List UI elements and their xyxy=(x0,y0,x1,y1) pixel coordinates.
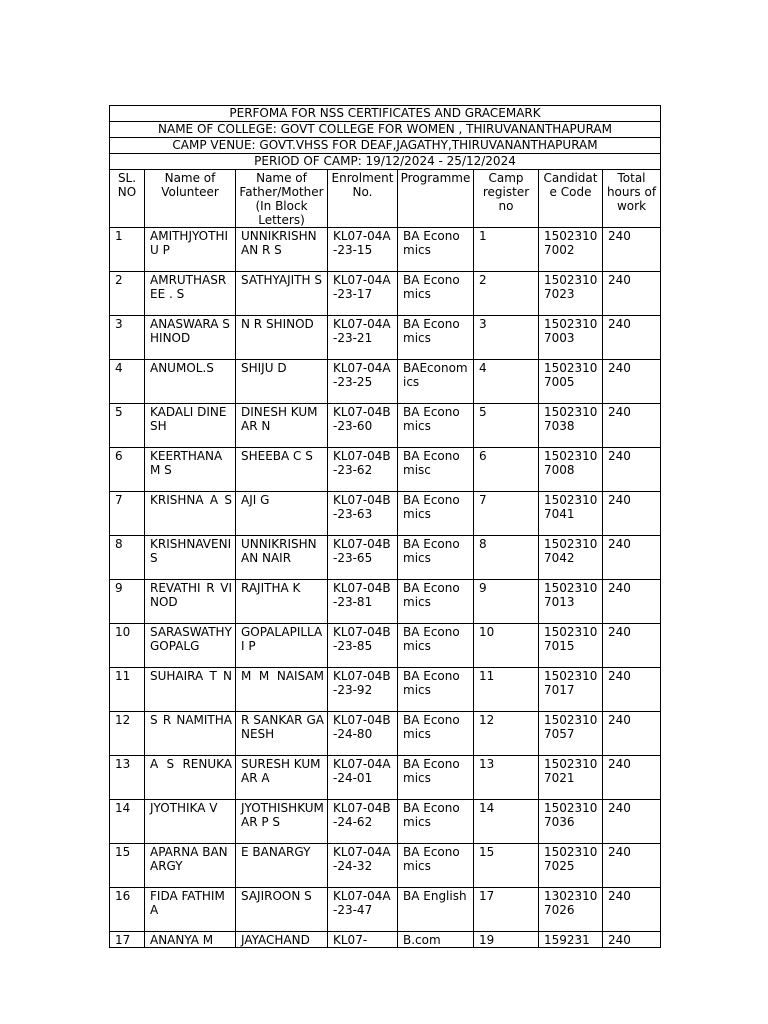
table-row xyxy=(110,492,661,536)
column-header-enrolment-no: Enrolment No. xyxy=(328,170,398,228)
sl-no-cell: 12 xyxy=(110,712,145,756)
camp-register-no-cell: 9 xyxy=(474,580,539,624)
programme-cell: BAEconomics xyxy=(398,360,474,404)
candidate-code-cell: 15023107041 xyxy=(539,492,603,536)
college-name: NAME OF COLLEGE: GOVT COLLEGE FOR WOMEN , THIRUVANANTHAPURAM xyxy=(110,122,661,138)
total-hours-cell: 240 xyxy=(603,712,661,756)
parent-name-cell: N R SHINOD xyxy=(236,316,328,360)
volunteer-name-cell: KRISHNA A S xyxy=(145,492,236,536)
sl-no-cell: 13 xyxy=(110,756,145,800)
enrolment-no-cell: KL07-04A-23-47 xyxy=(328,888,398,932)
candidate-code-cell: 15023107023 xyxy=(539,272,603,316)
programme-cell: BA English xyxy=(398,888,474,932)
total-hours-cell: 240 xyxy=(603,536,661,580)
enrolment-no-cell: KL07-04B-23-62 xyxy=(328,448,398,492)
total-hours-cell: 240 xyxy=(603,448,661,492)
candidate-code-cell: 13023107026 xyxy=(539,888,603,932)
table-row xyxy=(110,888,661,932)
sl-no-cell: 14 xyxy=(110,800,145,844)
total-hours-cell: 240 xyxy=(603,932,661,948)
volunteer-name-cell: KEERTHANA M S xyxy=(145,448,236,492)
programme-cell: BA Economics xyxy=(398,316,474,360)
column-header-row xyxy=(110,170,661,228)
table-row xyxy=(110,844,661,888)
candidate-code-cell: 15023107036 xyxy=(539,800,603,844)
programme-cell: BA Economics xyxy=(398,228,474,272)
enrolment-no-cell: KL07-04A-24-32 xyxy=(328,844,398,888)
camp-register-no-cell: 17 xyxy=(474,888,539,932)
camp-register-no-cell: 6 xyxy=(474,448,539,492)
table-row xyxy=(110,712,661,756)
programme-cell: BA Economics xyxy=(398,272,474,316)
programme-cell: BA Economics xyxy=(398,580,474,624)
parent-name-cell: R SANKAR GANESH xyxy=(236,712,328,756)
sl-no-cell: 7 xyxy=(110,492,145,536)
table-row xyxy=(110,668,661,712)
table-row xyxy=(110,272,661,316)
enrolment-no-cell: KL07-04B-23-60 xyxy=(328,404,398,448)
programme-cell: BA Economics xyxy=(398,536,474,580)
candidate-code-cell: 15023107021 xyxy=(539,756,603,800)
sl-no-cell: 2 xyxy=(110,272,145,316)
enrolment-no-cell: KL07-04B-23-81 xyxy=(328,580,398,624)
total-hours-cell: 240 xyxy=(603,756,661,800)
parent-name-cell: E BANARGY xyxy=(236,844,328,888)
camp-venue: CAMP VENUE: GOVT.VHSS FOR DEAF,JAGATHY,THIRUVANANTHAPURAM xyxy=(110,138,661,154)
candidate-code-cell: 15023107013 xyxy=(539,580,603,624)
volunteer-name-cell: KADALI DINESH xyxy=(145,404,236,448)
candidate-code-cell: 15023107005 xyxy=(539,360,603,404)
table-row xyxy=(110,932,661,948)
camp-register-no-cell: 5 xyxy=(474,404,539,448)
total-hours-cell: 240 xyxy=(603,316,661,360)
candidate-code-cell: 15023107003 xyxy=(539,316,603,360)
parent-name-cell: SHEEBA C S xyxy=(236,448,328,492)
programme-cell: BA Economisc xyxy=(398,448,474,492)
enrolment-no-cell: KL07-04B-23-92 xyxy=(328,668,398,712)
parent-name-cell: RAJITHA K xyxy=(236,580,328,624)
table-row xyxy=(110,448,661,492)
table-row xyxy=(110,404,661,448)
enrolment-no-cell: KL07-04A-23-15 xyxy=(328,228,398,272)
volunteer-name-cell: A S RENUKA xyxy=(145,756,236,800)
certificate-proforma-sheet xyxy=(109,105,660,948)
candidate-code-cell: 159231 xyxy=(539,932,603,948)
candidate-code-cell: 15023107057 xyxy=(539,712,603,756)
parent-name-cell: SAJIROON S xyxy=(236,888,328,932)
sl-no-cell: 11 xyxy=(110,668,145,712)
total-hours-cell: 240 xyxy=(603,492,661,536)
total-hours-cell: 240 xyxy=(603,624,661,668)
volunteer-name-cell: KRISHNAVENI S xyxy=(145,536,236,580)
camp-period: PERIOD OF CAMP: 19/12/2024 - 25/12/2024 xyxy=(110,154,661,170)
sl-no-cell: 3 xyxy=(110,316,145,360)
proforma-title: PERFOMA FOR NSS CERTIFICATES AND GRACEMARK xyxy=(110,106,661,122)
candidate-code-cell: 15023107038 xyxy=(539,404,603,448)
camp-register-no-cell: 4 xyxy=(474,360,539,404)
sl-no-cell: 1 xyxy=(110,228,145,272)
candidate-code-cell: 15023107015 xyxy=(539,624,603,668)
total-hours-cell: 240 xyxy=(603,844,661,888)
table-row xyxy=(110,316,661,360)
parent-name-cell: GOPALAPILLAI P xyxy=(236,624,328,668)
volunteer-name-cell: AMRUTHASREE . S xyxy=(145,272,236,316)
programme-cell: BA Economics xyxy=(398,492,474,536)
parent-name-cell: UNNIKRISHNAN R S xyxy=(236,228,328,272)
table-row xyxy=(110,624,661,668)
parent-name-cell: JAYACHAND xyxy=(236,932,328,948)
candidate-code-cell: 15023107008 xyxy=(539,448,603,492)
volunteer-name-cell: REVATHI R VINOD xyxy=(145,580,236,624)
enrolment-no-cell: KL07-04A-24-01 xyxy=(328,756,398,800)
volunteer-name-cell: ANANYA M xyxy=(145,932,236,948)
sl-no-cell: 10 xyxy=(110,624,145,668)
sl-no-cell: 6 xyxy=(110,448,145,492)
camp-register-no-cell: 2 xyxy=(474,272,539,316)
candidate-code-cell: 15023107042 xyxy=(539,536,603,580)
column-header-sl-no: SL. NO xyxy=(110,170,145,228)
column-header-volunteer-name: Name of Volunteer xyxy=(145,170,236,228)
enrolment-no-cell: KL07-04B-23-85 xyxy=(328,624,398,668)
camp-register-no-cell: 3 xyxy=(474,316,539,360)
camp-register-no-cell: 14 xyxy=(474,800,539,844)
enrolment-no-cell: KL07-04B-24-62 xyxy=(328,800,398,844)
candidate-code-cell: 15023107025 xyxy=(539,844,603,888)
table-row xyxy=(110,800,661,844)
volunteer-name-cell: APARNA BANARGY xyxy=(145,844,236,888)
total-hours-cell: 240 xyxy=(603,800,661,844)
table-row xyxy=(110,228,661,272)
candidate-code-cell: 15023107002 xyxy=(539,228,603,272)
table-row xyxy=(110,536,661,580)
enrolment-no-cell: KL07- xyxy=(328,932,398,948)
camp-register-no-cell: 8 xyxy=(474,536,539,580)
parent-name-cell: AJI G xyxy=(236,492,328,536)
camp-register-no-cell: 11 xyxy=(474,668,539,712)
enrolment-no-cell: KL07-04B-23-63 xyxy=(328,492,398,536)
camp-register-no-cell: 19 xyxy=(474,932,539,948)
sl-no-cell: 4 xyxy=(110,360,145,404)
total-hours-cell: 240 xyxy=(603,360,661,404)
volunteer-table xyxy=(109,105,661,948)
parent-name-cell: JYOTHISHKUMAR P S xyxy=(236,800,328,844)
column-header-camp-register-no: Camp register no xyxy=(474,170,539,228)
volunteer-name-cell: AMITHJYOTHI U P xyxy=(145,228,236,272)
total-hours-cell: 240 xyxy=(603,228,661,272)
column-header-candidate-code: Candidate Code xyxy=(539,170,603,228)
volunteer-name-cell: SUHAIRA T N xyxy=(145,668,236,712)
enrolment-no-cell: KL07-04B-23-65 xyxy=(328,536,398,580)
programme-cell: BA Economics xyxy=(398,624,474,668)
enrolment-no-cell: KL07-04A-23-21 xyxy=(328,316,398,360)
sl-no-cell: 8 xyxy=(110,536,145,580)
column-header-parent-name: Name of Father/Mother (In Block Letters) xyxy=(236,170,328,228)
camp-register-no-cell: 1 xyxy=(474,228,539,272)
programme-cell: B.com xyxy=(398,932,474,948)
total-hours-cell: 240 xyxy=(603,888,661,932)
parent-name-cell: SURESH KUMAR A xyxy=(236,756,328,800)
volunteer-name-cell: JYOTHIKA V xyxy=(145,800,236,844)
volunteer-name-cell: ANUMOL.S xyxy=(145,360,236,404)
parent-name-cell: UNNIKRISHNAN NAIR xyxy=(236,536,328,580)
programme-cell: BA Economics xyxy=(398,712,474,756)
sl-no-cell: 5 xyxy=(110,404,145,448)
parent-name-cell: M M NAISAM xyxy=(236,668,328,712)
volunteer-name-cell: S R NAMITHA xyxy=(145,712,236,756)
volunteer-name-cell: ANASWARA SHINOD xyxy=(145,316,236,360)
programme-cell: BA Economics xyxy=(398,404,474,448)
total-hours-cell: 240 xyxy=(603,404,661,448)
camp-register-no-cell: 10 xyxy=(474,624,539,668)
total-hours-cell: 240 xyxy=(603,272,661,316)
programme-cell: BA Economics xyxy=(398,756,474,800)
camp-register-no-cell: 15 xyxy=(474,844,539,888)
table-row xyxy=(110,756,661,800)
volunteer-name-cell: FIDA FATHIMA xyxy=(145,888,236,932)
enrolment-no-cell: KL07-04A-23-17 xyxy=(328,272,398,316)
enrolment-no-cell: KL07-04A-23-25 xyxy=(328,360,398,404)
parent-name-cell: DINESH KUMAR N xyxy=(236,404,328,448)
programme-cell: BA Economics xyxy=(398,800,474,844)
total-hours-cell: 240 xyxy=(603,668,661,712)
total-hours-cell: 240 xyxy=(603,580,661,624)
sl-no-cell: 15 xyxy=(110,844,145,888)
camp-register-no-cell: 13 xyxy=(474,756,539,800)
candidate-code-cell: 15023107017 xyxy=(539,668,603,712)
parent-name-cell: SATHYAJITH S xyxy=(236,272,328,316)
sl-no-cell: 9 xyxy=(110,580,145,624)
programme-cell: BA Economics xyxy=(398,668,474,712)
sl-no-cell: 17 xyxy=(110,932,145,948)
parent-name-cell: SHIJU D xyxy=(236,360,328,404)
enrolment-no-cell: KL07-04B-24-80 xyxy=(328,712,398,756)
camp-register-no-cell: 7 xyxy=(474,492,539,536)
programme-cell: BA Economics xyxy=(398,844,474,888)
table-row xyxy=(110,360,661,404)
camp-register-no-cell: 12 xyxy=(474,712,539,756)
volunteer-name-cell: SARASWATHY GOPALG xyxy=(145,624,236,668)
column-header-total-hours: Total hours of work xyxy=(603,170,661,228)
column-header-programme: Programme xyxy=(398,170,474,228)
sl-no-cell: 16 xyxy=(110,888,145,932)
table-row xyxy=(110,580,661,624)
